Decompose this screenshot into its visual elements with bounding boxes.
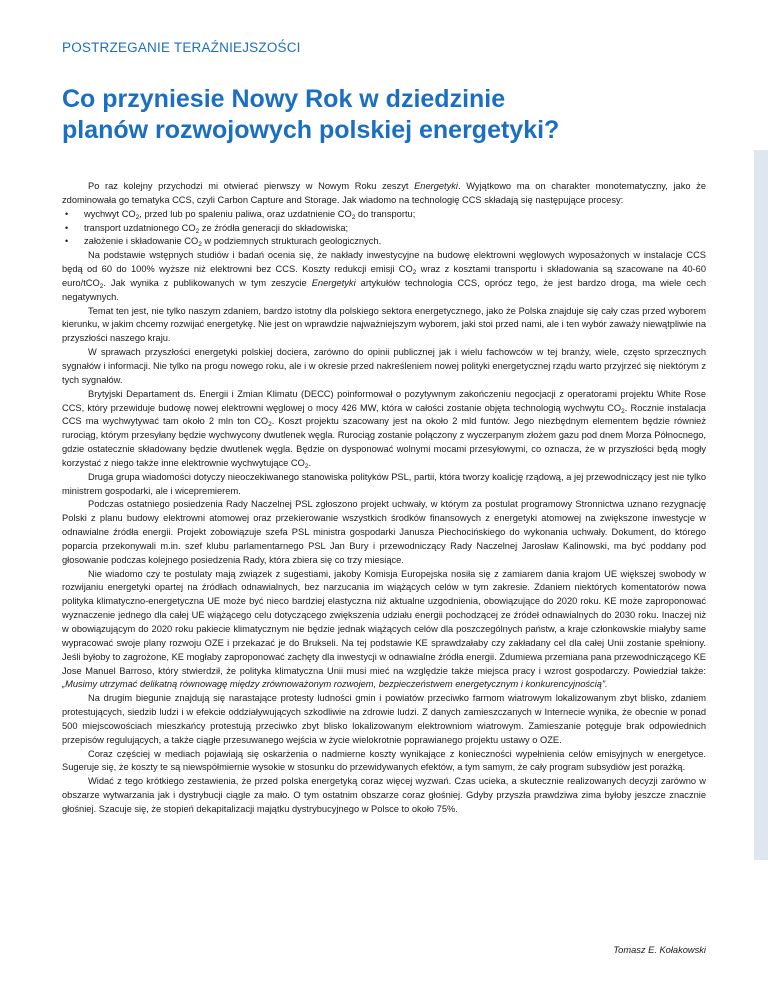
intro-paragraph: Po raz kolejny przychodzi mi otwierać pierwszy w Nowym Roku zeszyt Energetyki. Wyjątkowo ma on charakter monotematyczny, jako że zdominowała go tematyka CCS, czyli Carbon Capture and Storage. Jak wiadomo na technologię CCS składają się następujące procesy:: [62, 181, 707, 205]
paragraph: Na drugim biegunie znajdują się narastające protesty ludności gmin i powiatów przeciwko farmom wiatrowym lokalizowanym zbyt blisko, zdaniem protestujących, siedzib ludzi i w efekcie oddziaływujących szkodliwie na zdrowie ludzi. Z danych zamieszczanych w Internecie wynika, że obecnie w ponad 500 miejscowościach mieszkańcy protestują przeciwko zbyt blisko lokalizowanym elektrowniom wiatrowym. Zamieszanie potęguje brak odpowiednich przepisów regulujących, a także ciągłe przesuwanego wejścia w życie wielokrotnie poprawianego projektu ustawy o OZE.: [62, 693, 706, 745]
paragraph: Coraz częściej w mediach pojawiają się oskarżenia o nadmierne koszty wynikające z konieczności wypełnienia celów emisyjnych w energetyce. Sugeruje się, że koszty te są niewspółmiernie wysokie w stosunku do przewidywanych efektów, a tym samym, że cały program subsydiów jest porażką.: [62, 748, 706, 773]
list-item: • założenie i składowanie $CO_2$ w podziemnych strukturach geologicznych.: [62, 235, 706, 249]
article-body: [62, 180, 706, 817]
section-label: POSTRZEGANIE TERAŹNIEJSZOŚCI: [62, 40, 301, 55]
list-item: • transport uzdatnionego $CO_2$ ze źródła generacji do składowiska;: [62, 222, 706, 236]
paragraph: Brytyjski Departament ds. Energii i Zmian Klimatu (DECC) poinformował o pozytywnym zakończeniu negocjacji z operatorami projektu White Rose CCS, który przewiduje budowę nowej elektrowni węglowej o mocy 426 MW, która w całości zostanie objęta technologią wychwytu $CO_2$. Rocznie instalacja CCS ma wychwytywać tam około 2 mln ton $CO_2$. Koszt projektu szacowany jest na około 2 mld funtów. Jego niezbędnym elementem będzie również rurociąg, którym przesyłany będzie wychwycony dwutlenek węgla. Rurociąg zostanie połączony z wyczerpanym złożem gazu pod dnem Morza Północnego, gdzie ostatecznie składowany będzie dwutlenek węgla. Będzie on dysponować wolnymi mocami przesyłowymi, co oznacza, że w przyszłości będą mogły korzystać z niego także inne elektrownie wychwytujące $CO_2$.: [62, 388, 706, 470]
paragraph: Na podstawie wstępnych studiów i badań ocenia się, że nakłady inwestycyjne na budowę elektrowni węglowych wyposażonych w instalacje CCS będą od 60 do 100% wyższe niż elektrowni bez CCS. Koszty redukcji emisji $CO_2$ wraz z kosztami transportu i składowania są szacowane na 40-60 euro/tCO$_2$. Jak wynika z publikowanych w tym zeszycie Energetyki artykułów technologia CCS, oprócz tego, że jest bardzo droga, ma wiele cech negatywnych.: [62, 250, 706, 302]
page-edge-tab: [754, 150, 768, 860]
paragraph: W sprawach przyszłości energetyki polskiej dociera, zarówno do opinii publicznej jak i wielu fachowców w tej branży, wiele, często sprzecznych sygnałów i informacji. Nie tylko na progu nowego roku, ale i w okresie przed nakreśleniem nowej polityki energetycznej rządu warto przyjrzeć się niektórym z tych sygnałów.: [62, 347, 706, 385]
page-title: [62, 84, 622, 146]
paragraph: Podczas ostatniego posiedzenia Rady Naczelnej PSL zgłoszono projekt uchwały, w którym za postulat programowy Stronnictwa uznano rezygnację Polski z planu budowy elektrowni atomowej oraz przekierowanie wszystkich środków finansowych z energetyki atomowej na zwiększone inwestycje w odnawialne źródła energii. Projekt zobowiązuje szefa PSL ministra gospodarki Janusza Piechocińskiego do wykonania uchwały. Dokument, do którego poparcia przekonywali m.in. szef klubu parlamentarnego PSL Jan Bury i przewodniczący Rady Naczelnej Jarosław Kalinowski, ma być poddany pod głosowanie podczas kolejnego posiedzenia Rady, która zbiera się co trzy miesiące.: [62, 499, 706, 565]
page-title-line-2: planów rozwojowych polskiej energetyki?: [62, 116, 560, 144]
list-item: • wychwyt $CO_2$, przed lub po spaleniu paliwa, oraz uzdatnienie $CO_2$ do transportu;: [62, 208, 706, 222]
page-title-line-1: Co przyniesie Nowy Rok w dziedzinie: [62, 85, 506, 113]
author-signature: Tomasz E. Kołakowski: [613, 945, 706, 955]
paragraph: Druga grupa wiadomości dotyczy nieoczekiwanego stanowiska polityków PSL, partii, która tworzy koalicję rządową, a jej przewodniczący jest nie tylko ministrem gospodarki, ale i wicepremierem.: [62, 471, 706, 496]
paragraph: Temat ten jest, nie tylko naszym zdaniem, bardzo istotny dla polskiego sektora energetycznego, jako że Polska znajduje się cały czas przed wyborem kierunku, w jakim chcemy rozwijać energetykę. Nie jest on wprawdzie najważniejszym wyborem, jaki stoi przed nami, ale i ten wybór zaważy niewątpliwie na przyszłości naszego kraju.: [62, 305, 706, 344]
ccs-process-list: [62, 208, 706, 250]
paragraph: Nie wiadomo czy te postulaty mają związek z sugestiami, jakoby Komisja Europejska nosiła się z zamiarem dania krajom UE większej swobody w rozwijaniu energetyki opartej na źródłach odnawialnych, bez narzucania im wiążących celów w tym zakresie. Zdaniem niektórych komentatorów nowa polityka klimatyczno-energetyczna UE może być nieco bardziej elastyczna niż aktualne uzgodnienia, obowiązujące do 2020 roku. KE może zaproponować wyznaczenie jednego dla całej UE wiążącego celu dotyczącego zwiększenia udziału energii pochodzącej ze źródeł odnawialnych do 2030 roku. Inaczej niż w obowiązującym do 2020 roku pakiecie klimatycznym nie będzie jednak wiążących celów dla poszczególnych państw, a kraje członkowskie miałyby same wypracować swoje plany rozwoju OZE i przekazać je do Brukseli. Na tej podstawie KE sprawdzałaby czy zakładany cel dla całej Unii zostanie spełniony. Jeśli byłoby to zagrożone, KE mogłaby zaproponować zachęty dla inwestycji w odnawialne źródła energii. Zdumiewa przemiana pana przewodniczącego KE Jose Manuel Barroso, który stwierdził, że polityka klimatyczna Unii musi mieć na względzie także miejsca pracy i wzrost gospodarczy. Powiedział także: „Musimy utrzymać delikatną równowagę między zrównoważonym rozwojem, bezpieczeństwem energetycznym i konkurencyjnością”.: [62, 568, 706, 690]
paragraph: Widać z tego krótkiego zestawienia, że przed polska energetyką coraz więcej wyzwań. Czas ucieka, a skutecznie realizowanych decyzji zarówno w obszarze wytwarzania jak i dystrybucji ciągle za mało. O tym ostatnim obszarze coraz głośniej. Gdyby przyszła prawdziwa zima byłoby jeszcze znacznie głośniej. Szacuje się, że stopień dekapitalizacji majątku dystrybucyjnego w Polsce to około 75%.: [62, 776, 706, 814]
